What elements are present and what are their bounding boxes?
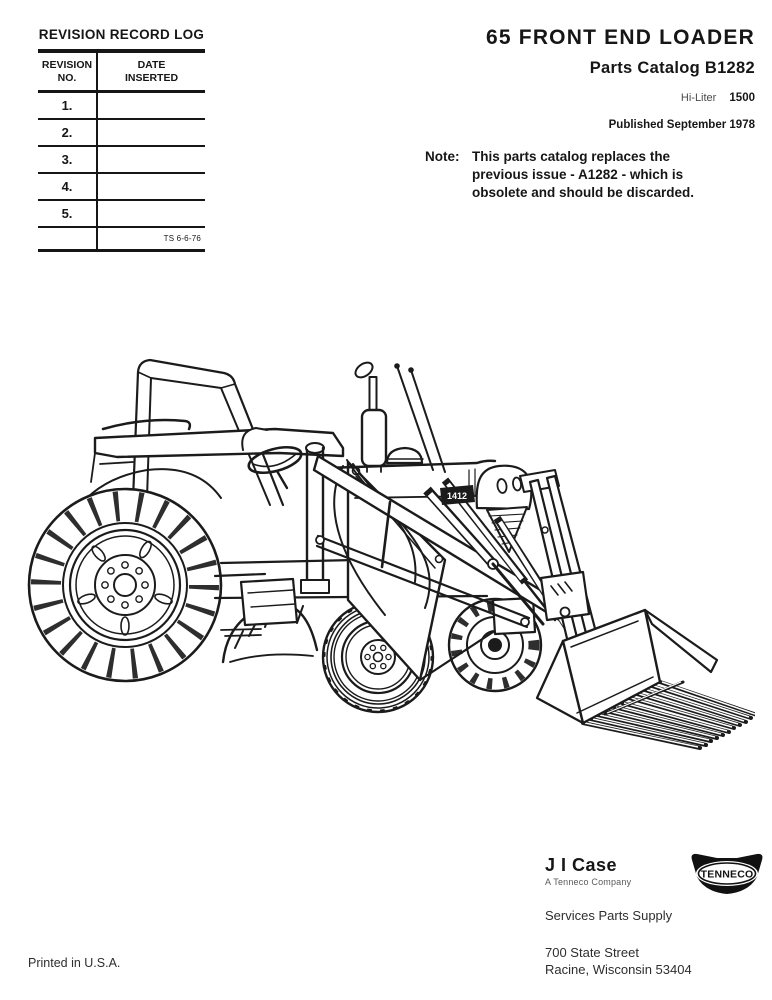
company-address <box>545 944 692 978</box>
revision-number: 3. <box>38 147 98 172</box>
air-cleaner-cap <box>383 448 426 465</box>
hiliter-line <box>425 92 755 104</box>
printed-in-usa: Printed in U.S.A. <box>28 956 121 970</box>
revision-number: 2. <box>38 120 98 145</box>
table-row <box>38 147 205 174</box>
date-cell <box>98 174 205 199</box>
date-cell <box>98 201 205 226</box>
company-block <box>545 855 631 887</box>
revision-log-header-row <box>38 53 205 93</box>
department-name: Services Parts Supply <box>545 908 673 923</box>
table-row <box>38 93 205 120</box>
replacement-note: Note: This parts catalog replaces the previous issue - A1282 - which is obsolete and should be discarded. <box>425 149 695 200</box>
exhaust-muffler <box>353 360 386 472</box>
form-number: TS 6-6-76 <box>163 234 201 243</box>
revision-number: 1. <box>38 93 98 118</box>
date-cell <box>98 93 205 118</box>
date-cell <box>98 120 205 145</box>
table-row <box>38 201 205 228</box>
revision-number: 4. <box>38 174 98 199</box>
revision-log-table <box>38 49 205 252</box>
address-city: Racine, Wisconsin 53404 <box>545 962 692 977</box>
company-subtitle: A Tenneco Company <box>545 877 632 887</box>
company-name: J I Case <box>545 855 618 875</box>
hiliter-label: Hi-Liter <box>680 92 717 104</box>
table-row <box>38 120 205 147</box>
page-title: 65 FRONT END LOADER <box>486 26 755 49</box>
hiliter-value: 1500 <box>729 92 755 104</box>
title-block <box>425 26 755 202</box>
table-row <box>38 174 205 201</box>
rear-wheel <box>29 489 221 681</box>
revision-no-header: REVISION NO. <box>38 53 98 90</box>
date-inserted-header: DATE INSERTED <box>124 58 179 84</box>
date-cell <box>98 147 205 172</box>
tenneco-logo-text: TENNECO <box>700 868 754 881</box>
revision-number: 5. <box>38 201 98 226</box>
table-footnote-row <box>38 228 205 249</box>
catalog-number: Parts Catalog B1282 <box>589 59 755 77</box>
revision-log-title: REVISION RECORD LOG <box>38 27 205 42</box>
revision-record-log <box>38 27 205 252</box>
address-street: 700 State Street <box>545 945 639 960</box>
published-date: Published September 1978 <box>608 119 755 131</box>
svg-text:1412: 1412 <box>446 491 468 501</box>
note-label: Note: <box>425 149 460 164</box>
tenneco-logo <box>688 851 766 897</box>
tractor-illustration <box>25 330 755 760</box>
hood-model-badge <box>440 485 475 505</box>
